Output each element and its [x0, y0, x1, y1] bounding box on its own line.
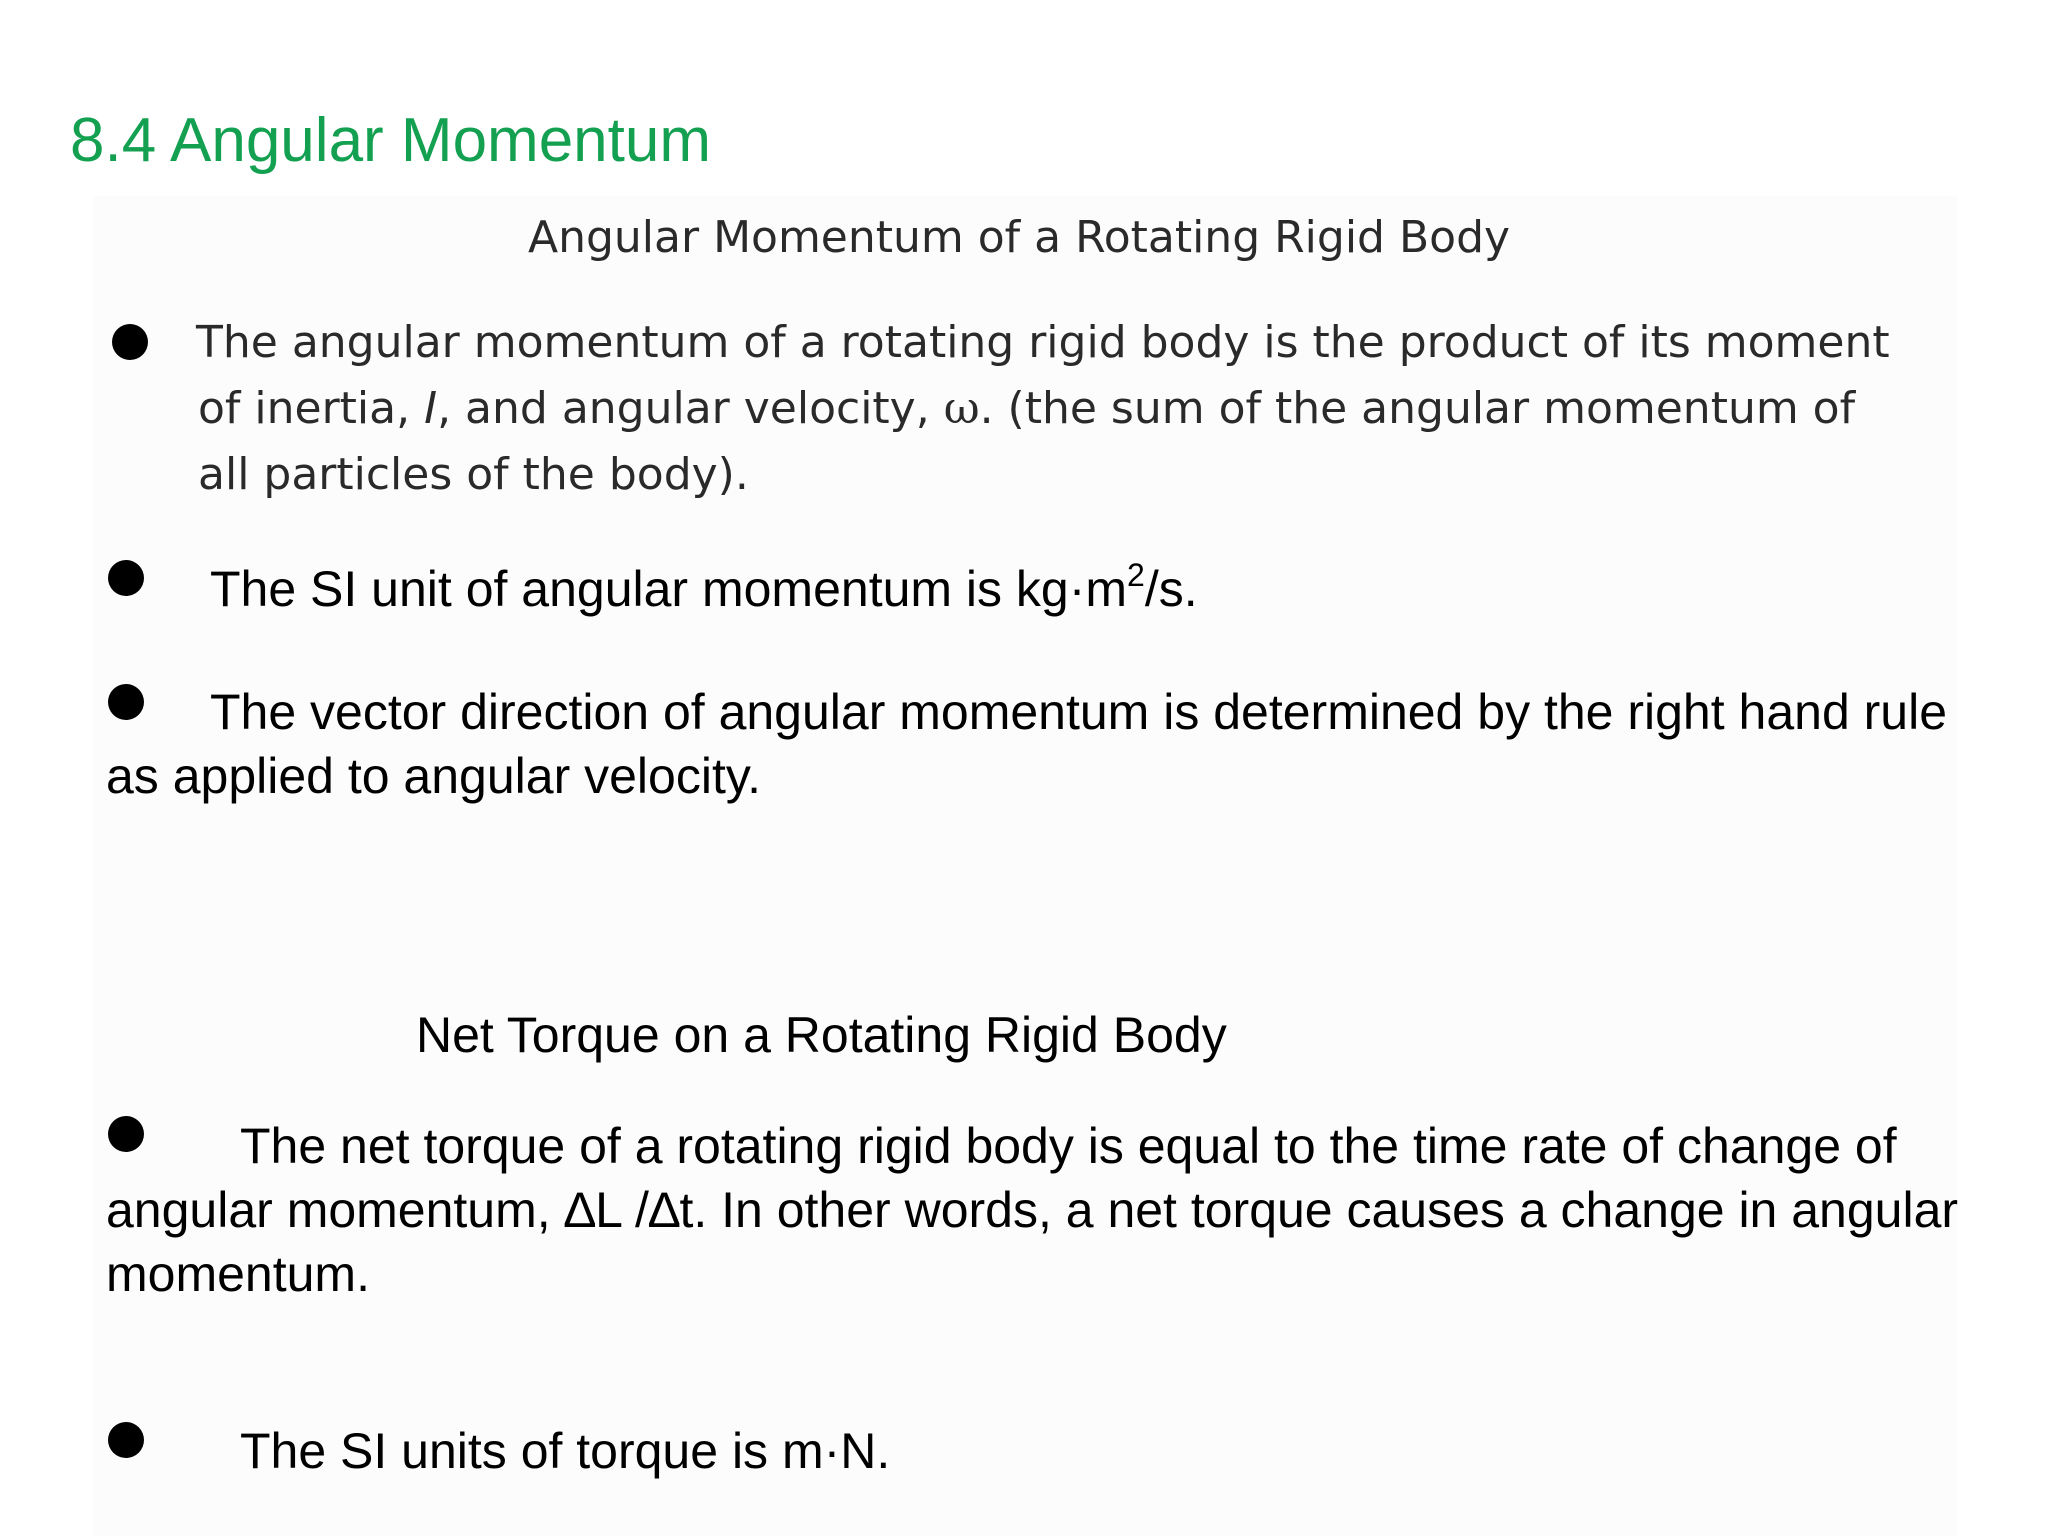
section-heading-angular-momentum: Angular Momentum of a Rotating Rigid Body [528, 212, 1511, 263]
bullet-line: all particles of the body). [198, 449, 749, 500]
superscript: 2 [1127, 557, 1145, 593]
bullet-si-unit-angular-momentum [210, 558, 1198, 620]
bullet-text-first: The vector direction of angular momentum is determined by the right hand [210, 684, 1850, 740]
bullet-text-first: The net torque of a rotating rigid body is equal to the time rate of change of [240, 1118, 1897, 1174]
bullet-angular-momentum-definition [196, 310, 1956, 508]
symbol-omega: ω [943, 383, 980, 434]
bullet-net-torque-definition [106, 1114, 1986, 1306]
text-fragment: , and angular velocity, [437, 383, 944, 434]
bullet-vector-direction [106, 680, 1966, 808]
bullet-text-rest: angular momentum, ∆L /∆t. In other words, a net torque causes a change in angular momentum. [106, 1182, 1959, 1302]
text-fragment: . (the sum of the angular momentum of [979, 383, 1856, 434]
slide-title: 8.4 Angular Momentum [70, 106, 712, 175]
symbol-moment-of-inertia: I [424, 383, 438, 434]
text-fragment: /s. [1144, 561, 1198, 617]
section-heading-net-torque: Net Torque on a Rotating Rigid Body [416, 1007, 1227, 1063]
bullet-text-rest: rule as applied to angular velocity. [106, 684, 1948, 804]
text-fragment: of inertia, [198, 383, 425, 434]
bullet-line [198, 376, 1956, 442]
text-fragment: The SI unit of angular momentum is kg·m [210, 561, 1128, 617]
bullet-si-unit-torque: The SI units of torque is m·N. [240, 1423, 891, 1479]
bullet-dot-icon [108, 560, 144, 596]
bullet-line: The angular momentum of a rotating rigid body is the product of its moment [196, 317, 1890, 368]
bullet-dot-icon [112, 324, 148, 360]
bullet-dot-icon [108, 1422, 144, 1458]
